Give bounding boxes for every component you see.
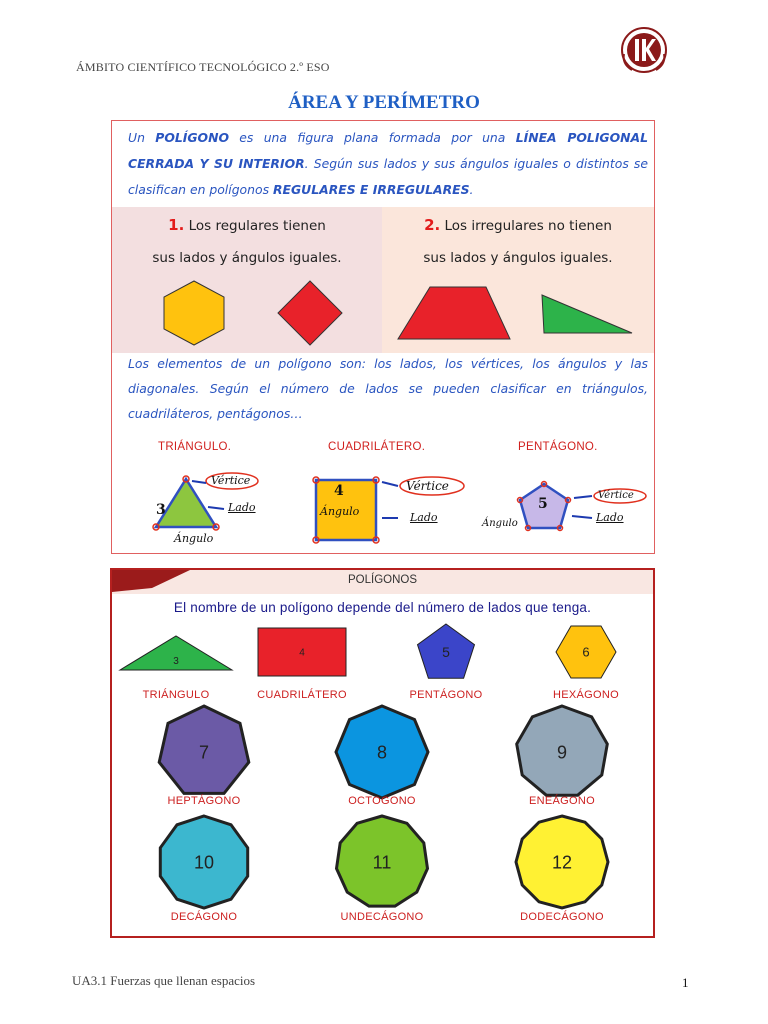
polygon-name-6: HEXÁGONO (553, 689, 619, 701)
polygon-number-12: 12 (551, 852, 573, 873)
polygon-decágono (160, 816, 247, 923)
polygons-header: POLÍGONOS (347, 574, 418, 586)
irregular-number: 2. (424, 216, 441, 234)
polygon-name-3: TRIÁNGULO (142, 689, 210, 701)
triangle-vertex-label: Vértice (211, 474, 251, 487)
polygon-definition-box (111, 120, 655, 554)
page-number: 1 (682, 975, 689, 990)
polygon-number-9: 9 (556, 742, 568, 763)
polygon-dodecágono (516, 816, 608, 923)
triangle-number: 3 (156, 502, 166, 518)
regular-shapes (142, 279, 362, 349)
irregular-trapezoid (398, 287, 510, 339)
polygon-name-9: ENEÁGONO (529, 795, 595, 807)
example-title-quadrilateral: CUADRILÁTERO. (328, 441, 426, 453)
example-title-triangle: TRIÁNGULO. (158, 441, 232, 453)
pentagon-example (512, 476, 654, 546)
polygon-name-12: DODECÁGONO (520, 911, 604, 923)
polygon-undecágono (337, 816, 428, 923)
polygon-number-7: 7 (198, 742, 210, 763)
pentagon-number: 5 (538, 496, 548, 512)
polygon-number-11: 11 (372, 852, 392, 873)
intro-paragraph: Un POLÍGONO es una figura plana formada por una LÍNEA POLIGONAL CERRADA Y SU INTERIOR. Según sus lados y sus ángulos iguales o distintos se clasifican en polígonos REGULARES E IRREGULARES. (128, 130, 648, 197)
polygon-eneágono (517, 706, 608, 807)
regular-number: 1. (168, 216, 185, 234)
polygon-number-4: 4 (299, 647, 305, 659)
polygon-name-8: OCTOGONO (348, 795, 416, 807)
triangle-angle-label: Ángulo (174, 532, 214, 545)
polygon-name-5: PENTÁGONO (409, 689, 483, 701)
polygon-name-4: CUADRILÁTERO (257, 689, 347, 701)
triangle-side-label: Lado (228, 501, 256, 514)
irregular-shapes (392, 283, 652, 353)
elements-paragraph: Los elementos de un polígono son: los lados, los vértices, los ángulos y las diagonales. Según el número de lados se pueden clasificar en triángulos, cuadriláteros, pentágonos… (128, 356, 648, 421)
square-vertex-label: Vértice (406, 479, 449, 493)
irregular-triangle (542, 295, 632, 333)
polygon-name-10: DECÁGONO (170, 911, 238, 923)
irregular-panel (382, 207, 654, 353)
polygon-number-8: 8 (376, 742, 388, 763)
example-title-pentagon: PENTÁGONO. (518, 441, 598, 453)
pentagon-angle-label: Ángulo (482, 518, 518, 529)
polygon-cuadrilátero (257, 628, 347, 701)
square-side-label: Lado (410, 511, 438, 524)
regular-line2: sus lados y ángulos iguales. (152, 250, 342, 266)
square-number: 4 (334, 483, 344, 499)
school-logo (618, 24, 670, 76)
polygons-subtitle: El nombre de un polígono depende del número de lados que tenga. (173, 600, 592, 615)
polygon-heptágono (159, 706, 249, 807)
regular-hexagon (164, 281, 224, 345)
polygon-name-11: UNDECÁGONO (340, 911, 424, 923)
polygon-pentágono (410, 624, 483, 701)
polygon-number-10: 10 (193, 852, 215, 873)
polygon-number-6: 6 (582, 644, 590, 660)
regular-line1: Los regulares tienen (188, 218, 326, 234)
polygon-octogono (336, 706, 428, 807)
pentagon-side-label: Lado (596, 511, 624, 524)
polygon-hexágono (553, 626, 619, 701)
regular-rhombus (278, 281, 342, 345)
polygon-number-5: 5 (442, 643, 450, 660)
polygon-triángulo (120, 636, 232, 701)
document-header: ÁMBITO CIENTÍFICO TECNOLÓGICO 2.º ESO (76, 60, 330, 74)
irregular-line2: sus lados y ángulos iguales. (423, 250, 613, 266)
footer-text: UA3.1 Fuerzas que llenan espacios (72, 973, 256, 988)
pentagon-vertex-label: Vértice (598, 490, 634, 501)
polygon-name-7: HEPTÁGONO (167, 795, 241, 807)
irregular-line1: Los irregulares no tienen (444, 218, 612, 234)
page-title: ÁREA Y PERÍMETRO (288, 92, 480, 113)
polygons-box (110, 568, 655, 938)
regular-panel (112, 207, 382, 353)
square-angle-label: Ángulo (320, 505, 360, 518)
polygons-grid (112, 570, 653, 936)
polygon-number-3: 3 (173, 656, 179, 667)
